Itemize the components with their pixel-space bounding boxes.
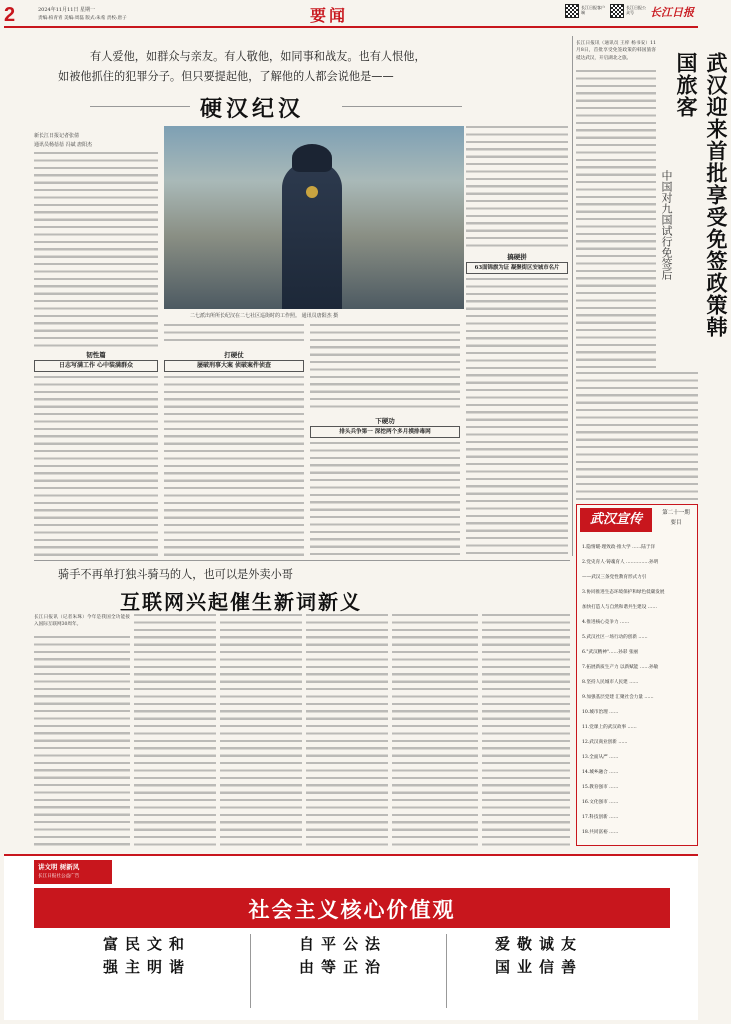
story3-byline: 长江日报讯（记者朱珠）今年是我国全功能接入国际互联网30周年。 bbox=[34, 615, 130, 628]
story3-body-col6 bbox=[482, 614, 570, 848]
value-word: 文明 bbox=[145, 936, 163, 982]
column-item: 18.共同富裕 …… bbox=[582, 830, 619, 835]
story1-byline-1: 新长江日报记者张倩 bbox=[34, 133, 80, 139]
sub3-box: 排头兵争第一 深挖两个多月摸排毒网 bbox=[310, 426, 460, 438]
sub2-box: 屡破刑事大案 侦破案件侦查 bbox=[164, 360, 304, 372]
story1-body-col2b bbox=[164, 376, 304, 558]
column-item: 加快打造人与自然和谐共生建设 …… bbox=[582, 605, 657, 610]
column-item: 16.文化强市 …… bbox=[582, 800, 619, 805]
story2-body-col1 bbox=[576, 70, 656, 370]
column-issue: 第二十一期 bbox=[662, 510, 690, 516]
value-word: 自由 bbox=[297, 936, 315, 982]
psa-logo-sub: 长江日报社公益广告 bbox=[38, 874, 80, 879]
story3-body-col3 bbox=[220, 614, 302, 848]
column-item: 8.坚持人民城市人民建 …… bbox=[582, 680, 639, 685]
value-word: 公正 bbox=[341, 936, 359, 982]
psa-logo-title: 讲文明 树新风 bbox=[38, 863, 80, 871]
column-item: 1.隐情暖·理致政·推大学 ……陆于洋 bbox=[582, 545, 656, 550]
value-word: 友善 bbox=[559, 936, 577, 982]
headline-rule-right bbox=[342, 106, 462, 107]
story1-body-col1a bbox=[34, 152, 158, 348]
value-word: 民主 bbox=[123, 936, 141, 982]
police-badge bbox=[306, 186, 318, 198]
story2-body-col2 bbox=[576, 372, 698, 500]
story1-body-col3a bbox=[310, 324, 460, 412]
value-word: 平等 bbox=[319, 936, 337, 982]
column-item: 12.武汉商业创新 …… bbox=[582, 740, 628, 745]
qr-code-official bbox=[610, 4, 624, 18]
story1-byline-2: 通讯员杨蓓蓓 冯斌 唐阳杰 bbox=[34, 142, 93, 148]
qr-label-official: 长江日报公众号 bbox=[626, 5, 646, 15]
story1-quote-1: 有人爱他，如群众与亲友。有人敬他，如同事和战友。也有人恨他， bbox=[90, 50, 426, 63]
right-col-divider bbox=[572, 36, 573, 556]
value-word: 敬业 bbox=[515, 936, 533, 982]
value-word: 爱国 bbox=[493, 936, 511, 982]
story2-kicker-text: 武汉迎来首批享受免签政策韩国旅客 bbox=[674, 52, 728, 338]
editor-credits: 责编:柏青青 美编:周磊 版式:朱希 责校:唐子 bbox=[38, 16, 127, 21]
qr-code-app bbox=[565, 4, 579, 18]
story1-body-col2a bbox=[164, 324, 304, 346]
column-item: 13.全面从严 …… bbox=[582, 755, 619, 760]
sub1-box: 日志写满工作 心中装满群众 bbox=[34, 360, 158, 372]
headline-rule-left bbox=[90, 106, 190, 107]
story3-body-col4 bbox=[306, 614, 388, 848]
column-item: ——武汉三条党性教育形式力引 bbox=[582, 575, 647, 580]
story1-headline: 硬汉纪汉 bbox=[200, 97, 305, 122]
column-logo: 武汉宣传 bbox=[580, 508, 652, 532]
column-item: 2.党史育人·铸魂育人 ……………孙明 bbox=[582, 560, 659, 565]
column-item: 5.武汉社区一场行动的创新 …… bbox=[582, 635, 648, 640]
story3-body-col2 bbox=[134, 614, 216, 848]
story1-photo bbox=[164, 126, 464, 309]
story3-top-rule bbox=[34, 560, 570, 561]
issue-date: 2024年11月11日 星期一 bbox=[38, 7, 96, 13]
value-word: 诚信 bbox=[537, 936, 555, 982]
story3-headline: 互联网兴起催生新词新义 bbox=[120, 590, 362, 614]
story3-body-col5 bbox=[392, 614, 478, 848]
column-item: 6."武汉精神"……孙彩 张丽 bbox=[582, 650, 639, 655]
photo-caption: 二七派出所所长纪汉在二七社区巡街时的工作照。 通讯员唐阳杰 摄 bbox=[190, 313, 339, 319]
value-word: 和谐 bbox=[167, 936, 185, 982]
story1-body-col4b bbox=[466, 278, 568, 558]
qr-label-app: 长江日报客户端 bbox=[581, 5, 605, 15]
column-issue-sub: 要目 bbox=[670, 520, 682, 526]
story3-kicker: 骑手不再单打独斗骑马的人，也可以是外卖小哥 bbox=[58, 568, 293, 581]
sub2-label: 打硬仗 bbox=[224, 351, 244, 359]
column-item: 3.协同推进生态环境保护和绿色低碳发展 bbox=[582, 590, 665, 595]
values-divider bbox=[446, 934, 447, 1008]
story2-subtitle bbox=[658, 170, 672, 300]
story3-body-col1 bbox=[34, 636, 130, 848]
story1-body-col1b bbox=[34, 376, 158, 558]
officer-cap bbox=[292, 144, 332, 172]
column-item: 17.科技创新 …… bbox=[582, 815, 619, 820]
page-number: 2 bbox=[4, 4, 16, 26]
header-rule bbox=[4, 26, 698, 28]
column-item: 9.加强基层党建 汇聚社会力量 …… bbox=[582, 695, 654, 700]
story2-kicker bbox=[671, 52, 728, 342]
story1-body-col4a bbox=[466, 126, 568, 248]
section-title: 要闻 bbox=[310, 6, 349, 25]
value-word: 富强 bbox=[101, 936, 119, 982]
officer-figure bbox=[282, 162, 342, 309]
value-word: 法治 bbox=[363, 936, 381, 982]
story1-body-col3b bbox=[310, 442, 460, 558]
column-item: 15.教育强市 …… bbox=[582, 785, 619, 790]
story1-quote-2: 如被他抓住的犯罪分子。但只要提起他，了解他的人都会说他是—— bbox=[58, 70, 394, 83]
column-list bbox=[582, 540, 694, 840]
column-item: 4.推进核心竞争力 …… bbox=[582, 620, 630, 625]
sub3-label: 下硬功 bbox=[375, 417, 395, 425]
sub4-label: 搞硬拼 bbox=[507, 253, 527, 261]
psa-values bbox=[100, 934, 660, 1014]
story2-byline: 长江日报讯（通讯员 王梓 杨书安）11月8日，首批享受免签政策的韩国旅客抵达武汉，开启湖北之旅。 bbox=[576, 41, 656, 61]
column-item: 14.城乡融合 …… bbox=[582, 770, 619, 775]
sub4-box: 63面锦旗为证 凝聚街区安城市名片 bbox=[466, 262, 568, 274]
story2-subtitle-text: 中国对九国试行免签后 bbox=[660, 170, 673, 280]
column-item: 10.城市治理 …… bbox=[582, 710, 619, 715]
column-item: 7.拓展新质生产力 以新赋能 ……孙敏 bbox=[582, 665, 659, 670]
values-divider bbox=[250, 934, 251, 1008]
sub1-label: 韧性篇 bbox=[86, 351, 106, 359]
column-item: 11.党课上的武汉故事 …… bbox=[582, 725, 637, 730]
masthead-logo: 长江日报 bbox=[650, 6, 694, 19]
psa-title: 社会主义核心价值观 bbox=[248, 898, 456, 922]
